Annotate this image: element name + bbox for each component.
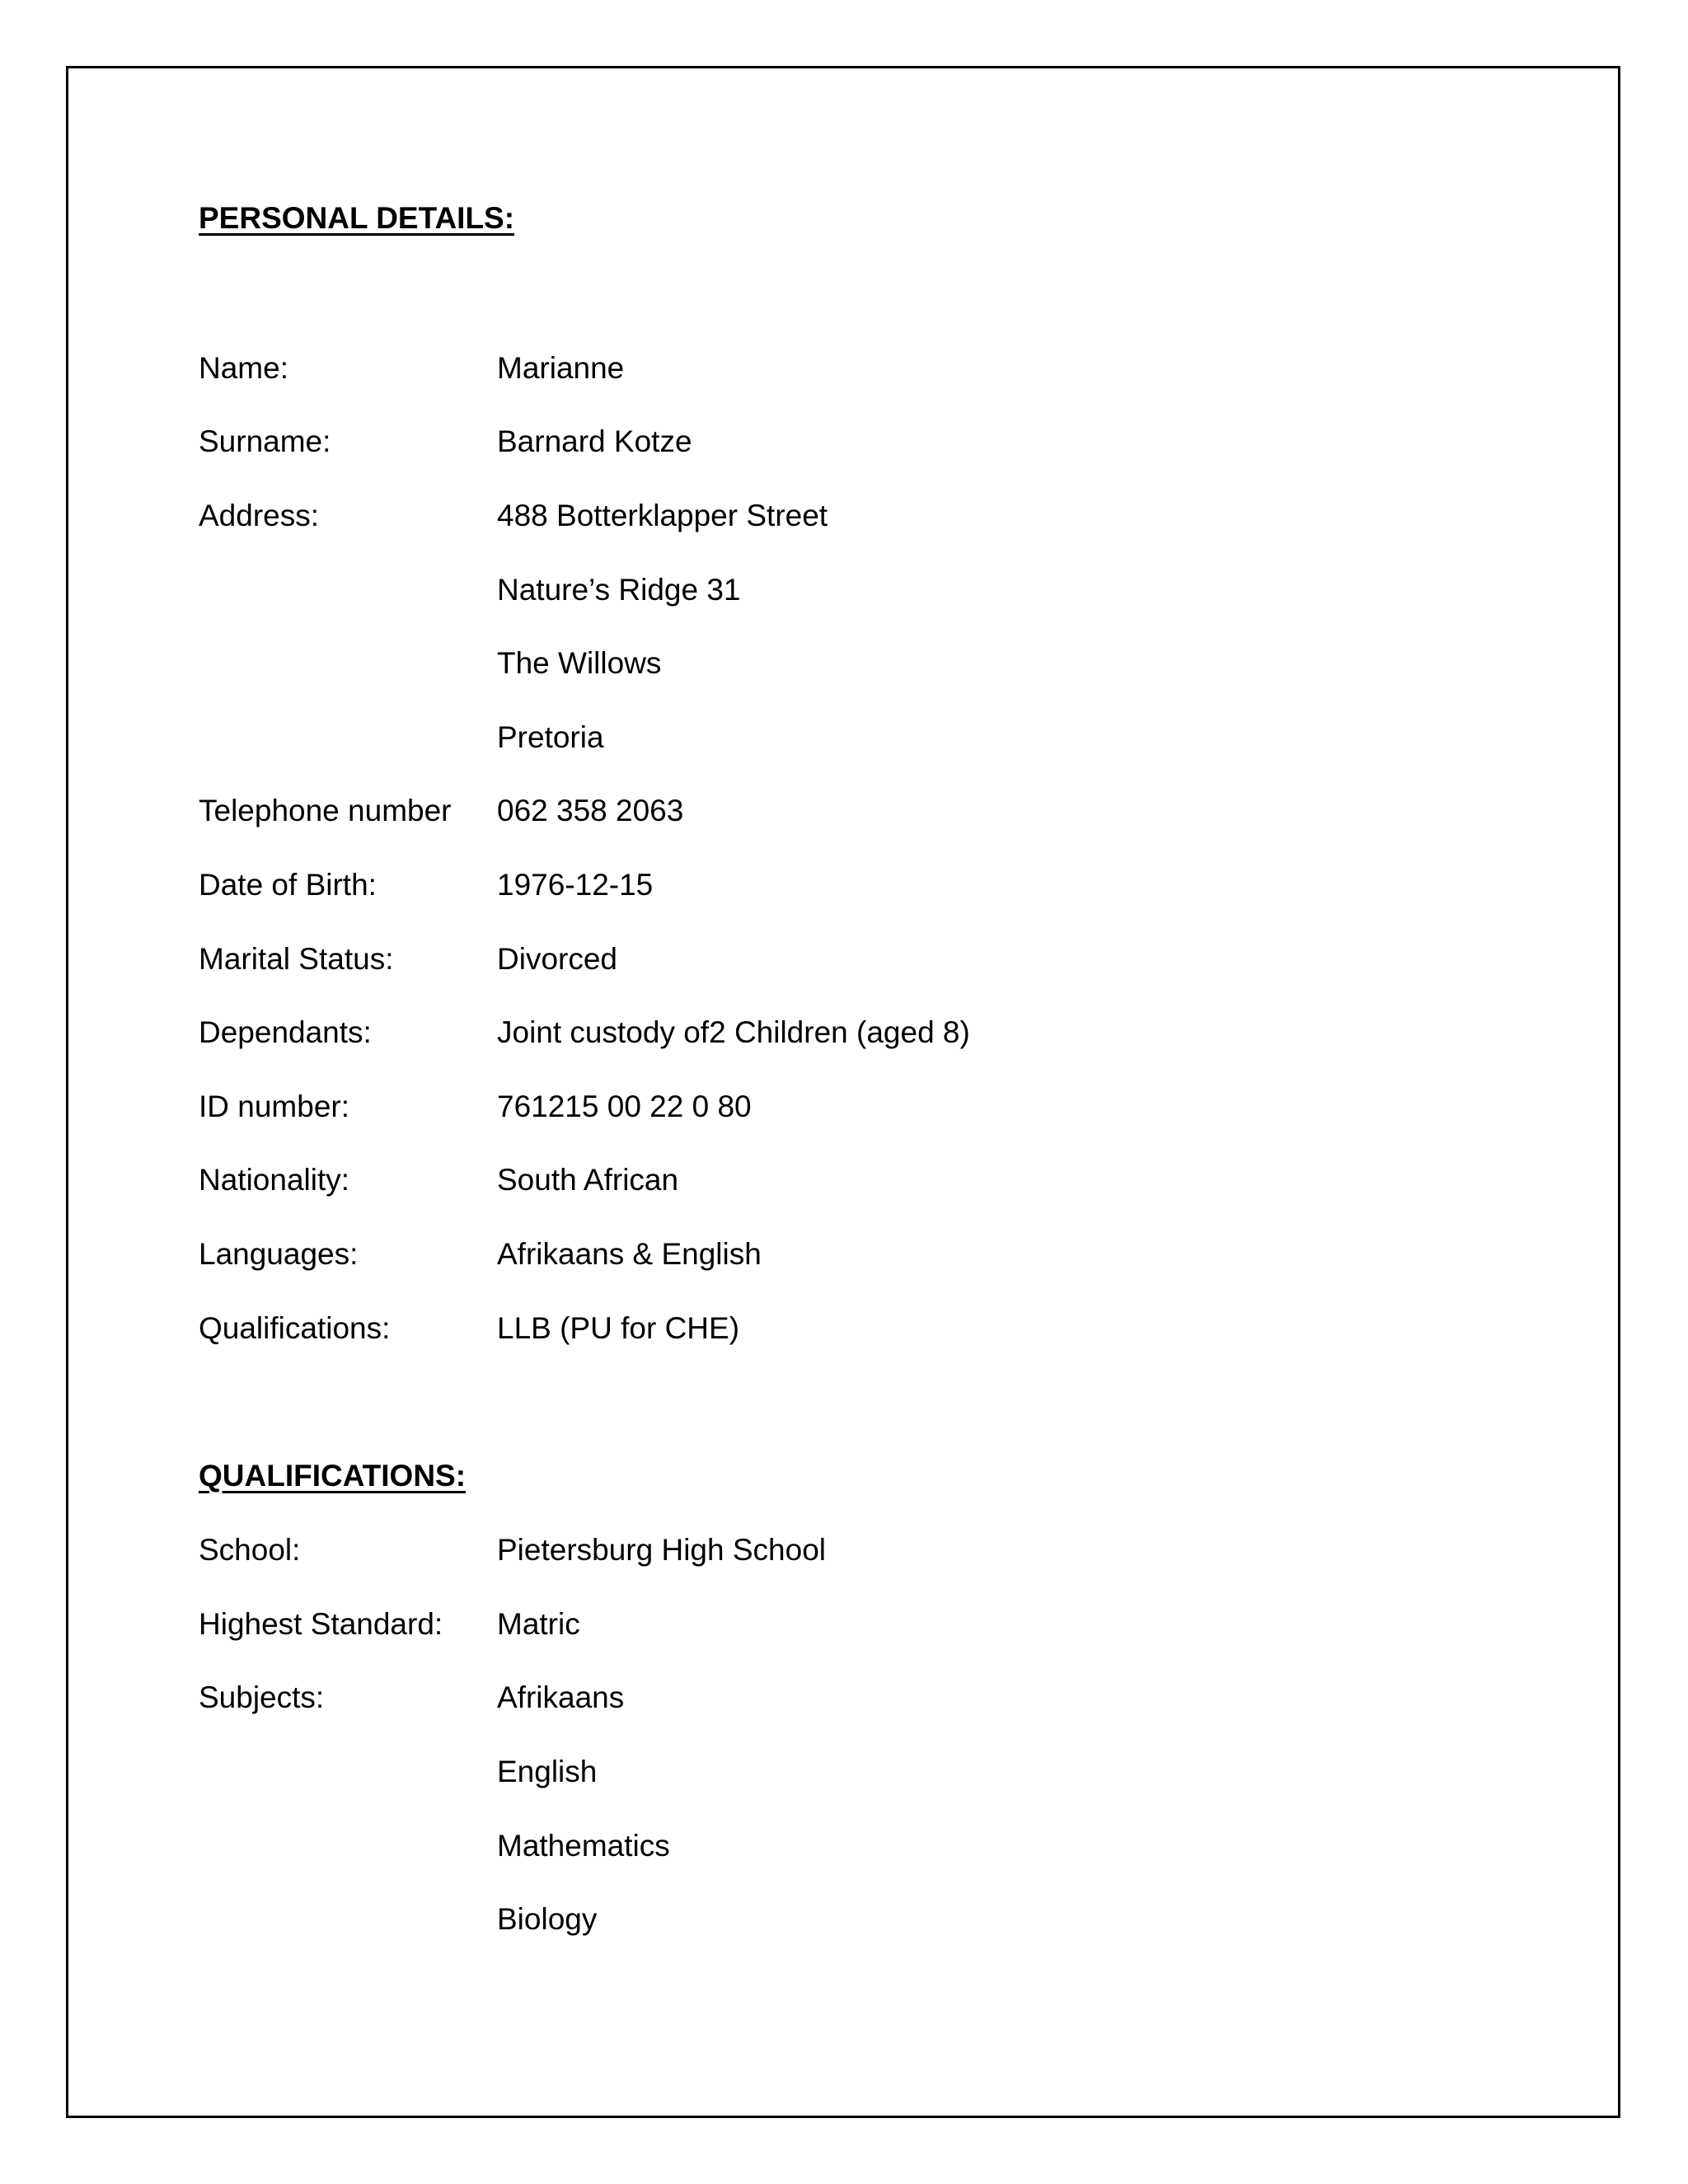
qualification-value: Mathematics	[497, 1829, 670, 1863]
detail-label: ID number:	[199, 1090, 350, 1123]
detail-value: Pretoria	[497, 720, 604, 754]
qualification-label: School:	[199, 1533, 301, 1567]
personal-details-heading: PERSONAL DETAILS:	[199, 201, 515, 235]
detail-label: Nationality:	[199, 1163, 350, 1197]
detail-value: Nature’s Ridge 31	[497, 573, 741, 607]
qualifications-heading: QUALIFICATIONS:	[199, 1459, 467, 1493]
qualification-value: Afrikaans	[497, 1680, 625, 1714]
qualification-label: Subjects:	[199, 1680, 325, 1714]
detail-value: Barnard Kotze	[497, 424, 692, 458]
qualification-value: English	[497, 1755, 598, 1788]
detail-label: Date of Birth:	[199, 868, 377, 902]
detail-value: The Willows	[497, 646, 662, 680]
qualification-value: Pietersburg High School	[497, 1533, 826, 1567]
detail-label: Address:	[199, 499, 320, 532]
detail-value: Afrikaans & English	[497, 1237, 762, 1271]
detail-value: Marianne	[497, 351, 625, 385]
detail-label: Surname:	[199, 424, 331, 458]
detail-value: LLB (PU for CHE)	[497, 1311, 740, 1345]
detail-value: 488 Botterklapper Street	[497, 499, 828, 532]
detail-value: 062 358 2063	[497, 794, 684, 827]
qualification-value: Biology	[497, 1902, 598, 1936]
detail-label: Name:	[199, 351, 288, 385]
qualification-label: Highest Standard:	[199, 1607, 443, 1641]
detail-value: Divorced	[497, 942, 617, 976]
detail-label: Telephone number	[199, 794, 452, 827]
detail-label: Dependants:	[199, 1015, 372, 1049]
detail-label: Qualifications:	[199, 1311, 391, 1345]
detail-label: Languages:	[199, 1237, 359, 1271]
detail-value: Joint custody of2 Children (aged 8)	[497, 1015, 970, 1049]
detail-value: South African	[497, 1163, 679, 1197]
qualification-value: Matric	[497, 1607, 580, 1641]
detail-value: 1976-12-15	[497, 868, 654, 902]
detail-value: 761215 00 22 0 80	[497, 1090, 752, 1123]
detail-label: Marital Status:	[199, 942, 394, 976]
